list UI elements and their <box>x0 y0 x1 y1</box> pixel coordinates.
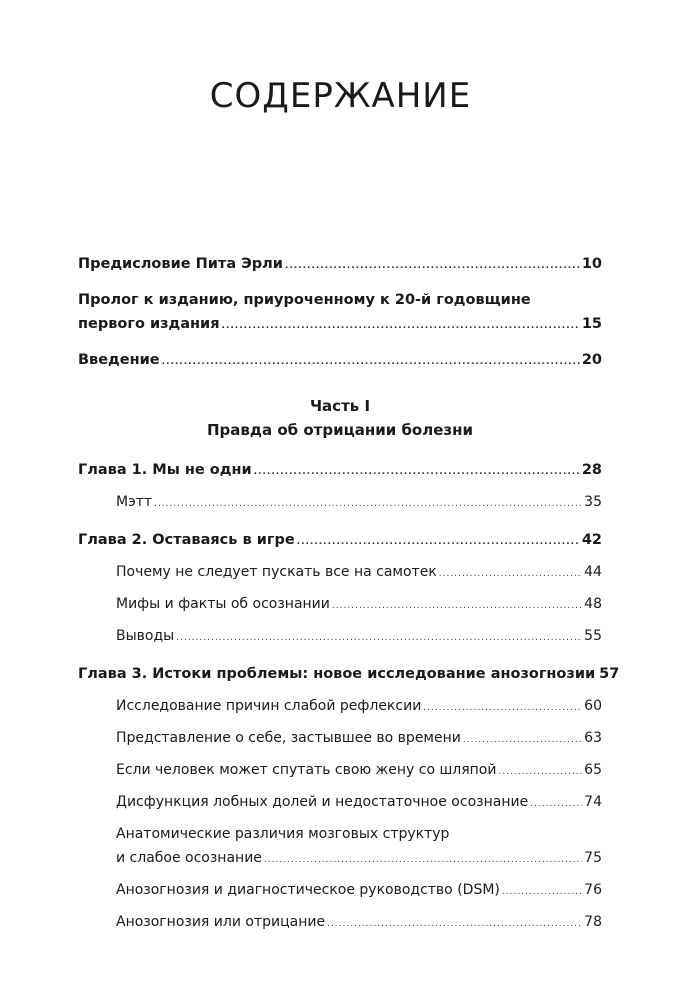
toc-entry-section[interactable] <box>78 560 602 586</box>
toc-entry-page: 48 <box>584 596 602 612</box>
part-number: Часть I <box>309 397 371 415</box>
toc-entry-page: 76 <box>584 882 602 898</box>
toc-entry-label: и слабое осознание <box>116 850 262 866</box>
toc-entry-page: 44 <box>584 564 602 580</box>
table-of-contents <box>78 252 620 936</box>
toc-entry-section[interactable] <box>78 878 602 904</box>
toc-entry-section[interactable] <box>78 910 602 936</box>
dot-leader <box>222 314 580 338</box>
toc-entry-label: Представление о себе, застывшее во времени <box>116 730 461 746</box>
toc-entry-section[interactable] <box>78 624 602 650</box>
toc-entry-page: 15 <box>581 316 602 332</box>
dot-leader <box>162 350 580 374</box>
dot-leader <box>254 460 580 484</box>
dot-leader <box>176 626 582 650</box>
dot-leader <box>439 562 582 586</box>
toc-entry-page: 55 <box>584 628 602 644</box>
toc-entry-section[interactable] <box>78 592 602 618</box>
toc-entry-page: 78 <box>584 914 602 930</box>
toc-entry-prologue[interactable] <box>78 312 602 338</box>
dot-leader <box>264 848 582 872</box>
toc-entry-foreword[interactable] <box>78 252 602 278</box>
dot-leader <box>463 728 582 752</box>
dot-leader <box>285 254 580 278</box>
toc-entry-page: 35 <box>584 494 602 510</box>
toc-entry-page: 65 <box>584 762 602 778</box>
dot-leader <box>327 912 582 936</box>
toc-entry-label: Мифы и факты об осознании <box>116 596 330 612</box>
toc-entry-label: Исследование причин слабой рефлексии <box>116 698 422 714</box>
dot-leader <box>502 880 582 904</box>
toc-entry-section[interactable] <box>78 726 602 752</box>
toc-entry-chapter-3[interactable] <box>78 662 620 688</box>
toc-entry-label: Глава 1. Мы не одни <box>78 462 252 478</box>
toc-entry-label: Дисфункция лобных долей и недостаточное осознание <box>116 794 529 810</box>
toc-entry-label: Введение <box>78 352 160 368</box>
dot-leader <box>297 530 580 554</box>
toc-entry-section[interactable] <box>78 490 602 516</box>
toc-entry-label: Анозогнозия или отрицание <box>116 914 326 930</box>
toc-entry-page: 63 <box>584 730 602 746</box>
toc-entry-section[interactable] <box>78 846 602 872</box>
toc-entry-label: Глава 3. Истоки проблемы: новое исследование анозогнозии <box>78 666 596 682</box>
toc-entry-section[interactable] <box>78 758 602 784</box>
toc-entry-section-line1: Анатомические различия мозговых структур <box>116 826 450 842</box>
toc-entry-label: Анозогнозия и диагностическое руководство (DSM) <box>116 882 500 898</box>
toc-entry-page: 20 <box>581 352 602 368</box>
toc-entry-chapter-2[interactable] <box>78 528 602 554</box>
toc-entry-label: Предисловие Пита Эрли <box>78 256 283 272</box>
dot-leader <box>154 492 582 516</box>
toc-entry-label: Выводы <box>116 628 175 644</box>
toc-entry-label: Почему не следует пускать все на самотек <box>116 564 437 580</box>
toc-entry-introduction[interactable] <box>78 348 602 374</box>
toc-entry-prologue-line1: Пролог к изданию, приуроченному к 20-й годовщине <box>78 292 531 308</box>
toc-entry-label: Если человек может спутать свою жену со шляпой <box>116 762 497 778</box>
toc-entry-label: Мэтт <box>116 494 153 510</box>
dot-leader <box>332 594 582 618</box>
toc-entry-page: 10 <box>581 256 602 272</box>
toc-entry-page: 57 <box>599 666 620 682</box>
toc-entry-page: 42 <box>581 532 602 548</box>
part-title: Правда об отрицании болезни <box>207 421 473 439</box>
toc-entry-page: 60 <box>584 698 602 714</box>
dot-leader <box>530 792 582 816</box>
page-title: СОДЕРЖАНИЕ <box>209 76 472 116</box>
dot-leader <box>498 760 582 784</box>
toc-entry-chapter-1[interactable] <box>78 458 602 484</box>
toc-entry-page: 75 <box>584 850 602 866</box>
toc-entry-page: 28 <box>581 462 602 478</box>
toc-entry-section[interactable] <box>78 694 602 720</box>
dot-leader <box>423 696 582 720</box>
toc-entry-page: 74 <box>584 794 602 810</box>
toc-entry-section[interactable] <box>78 790 602 816</box>
toc-entry-label: Глава 2. Оставаясь в игре <box>78 532 295 548</box>
toc-entry-label: первого издания <box>78 316 220 332</box>
